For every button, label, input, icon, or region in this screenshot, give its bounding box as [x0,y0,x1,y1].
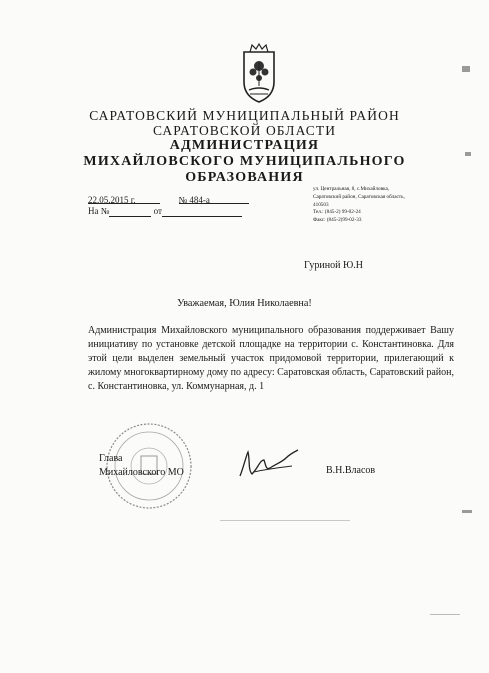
scan-artifact [465,152,471,156]
scan-artifact [462,510,472,513]
signatory-name: В.Н.Власов [326,465,376,476]
header-line-1: САРАТОВСКИЙ МУНИЦИПАЛЬНЫЙ РАЙОН [89,108,400,123]
reference-number-blank [109,207,151,217]
document-date: 22.05.2015 г. [88,194,160,204]
handwritten-signature [236,446,302,480]
sender-address [313,186,473,225]
document-number: № 484-а [179,194,249,204]
address-line-5: Факс: (845-2)99-02-33 [313,217,362,224]
header-line-4: МИХАЙЛОВСКОГО МУНИЦИПАЛЬНОГО [83,154,406,169]
reference-date-blank [162,207,242,217]
coat-of-arms-emblem [238,42,280,104]
greeting: Уважаемая, Юлия Николаевна! [177,298,312,309]
reference-date-label: от [153,206,162,216]
recipient: Гуриной Ю.Н [304,260,363,271]
document-date-row [88,192,249,204]
signatory-title-line-1: Глава [99,453,123,464]
signatory-title [99,452,184,480]
address-line-2: Саратовский район, Саратовская область, [313,193,405,200]
address-line-4: Тел.: (845-2) 99-02-24 [313,209,361,216]
header-line-3: АДМИНИСТРАЦИЯ [169,138,320,153]
scan-artifact [462,66,470,72]
address-line-3: 410503 [313,201,329,208]
letterhead [0,108,489,186]
address-line-1: ул. Центральная, 8, с.Михайловка, [313,186,390,192]
reference-number-label: На № [88,206,110,216]
header-line-5: ОБРАЗОВАНИЯ [185,170,304,185]
reference-row [88,205,242,217]
signatory-title-line-2: Михайловского МО [99,467,184,478]
scan-artifact [430,614,460,615]
letter-body: Администрация Михайловского муниципального образования поддерживает Вашу инициативу по установке детской площадке на территории с. Константиновка. Для этой цели выделен земельный участок придомовой территории, прилегающий к жилому многоквартирному дому по адресу: Саратовская область, Саратовский район, с. Константиновка, ул. Коммунарная, д. 1 [88,325,454,392]
header-line-2: САРАТОВСКОЙ ОБЛАСТИ [152,123,337,138]
scan-artifact [220,520,350,521]
